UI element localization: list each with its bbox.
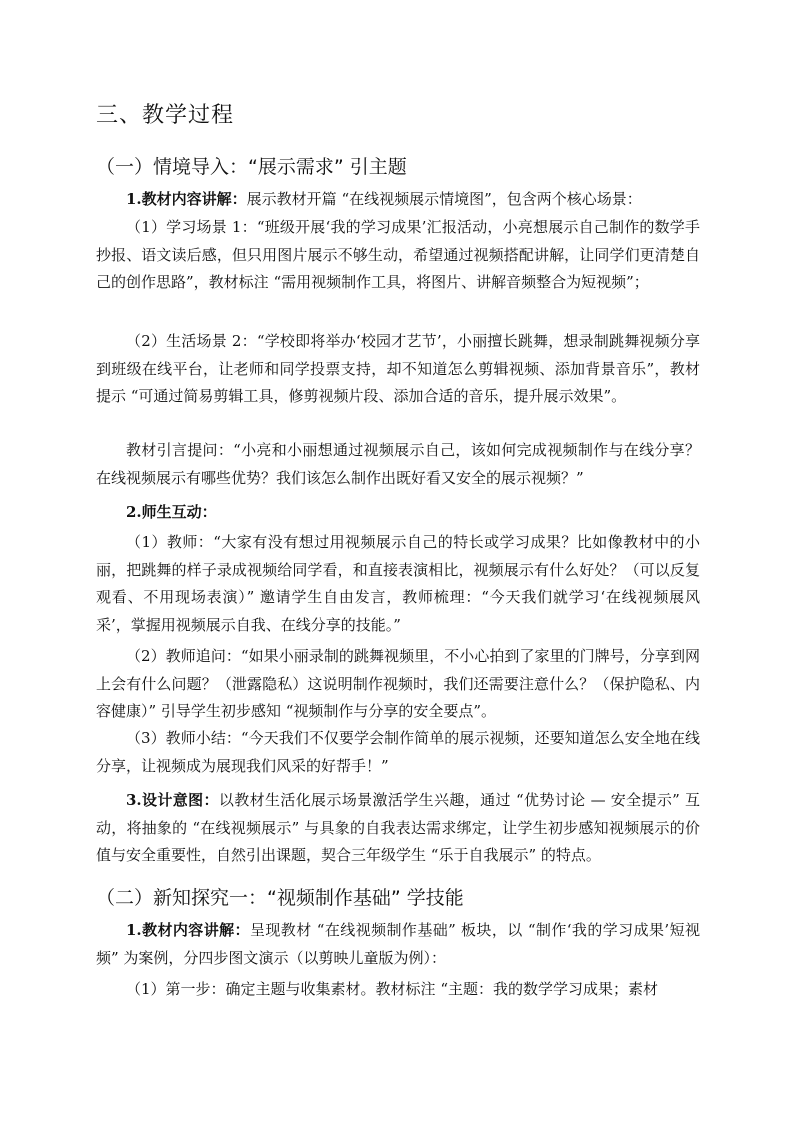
section-title: 三、教学过程 xyxy=(96,103,235,128)
paragraph-question: 教材引言提问：“小亮和小丽想通过视频展示自己，该如何完成视频制作与在线分享？在线视频展示有哪些优势？我们该怎么制作出既好看又安全的展示视频？” xyxy=(96,441,700,487)
paragraph-scene1: （1）学习场景 1：“班级开展‘我的学习成果’汇报活动，小亮想展示自己制作的数学手抄报、语文读后感，但只用图片展示不够生动，希望通过视频搭配讲解，让同学们更清楚自己的创作思路”，教材标注 “需用视频制作工具，将图片、讲解音频整合为短视频”； xyxy=(96,218,700,291)
item-label: 3.设计意图： xyxy=(126,791,219,809)
item-label: 1.教材内容讲解： xyxy=(126,921,250,939)
paragraph-step1: （1）第一步：确定主题与收集素材。教材标注 “主题：我的数学学习成果；素材 xyxy=(126,980,658,998)
paragraph: 1.教材内容讲解：呈现教材 “在线视频制作基础” 板块，以 “制作‘我的学习成果’短视频” 为案例，分四步图文演示（以剪映儿童版为例）： xyxy=(96,921,700,967)
part2-heading: （二）新知探究一：“视频制作基础” 学技能 xyxy=(96,887,464,909)
paragraph-interact2: （2）教师追问：“如果小丽录制的跳舞视频里，不小心拍到了家里的门牌号，分享到网上会有什么问题？（泄露隐私）这说明制作视频时，我们还需要注意什么？（保护隐私、内容健康）” 引导学生初步感知 “视频制作与分享的安全要点”。 xyxy=(96,647,700,720)
paragraph-scene2: （2）生活场景 2：“学校即将举办‘校园才艺节’，小丽擅长跳舞，想录制跳舞视频分享到班级在线平台，让老师和同学投票支持，却不知道怎么剪辑视频、添加背景音乐”，教材提示 “可通过简易剪辑工具，修剪视频片段、添加合适的音乐，提升展示效果”。 xyxy=(96,332,700,405)
item-label: 1.教材内容讲解： xyxy=(126,190,247,208)
paragraph-item2 xyxy=(96,499,700,527)
paragraph-interact3: （3）教师小结：“今天我们不仅要学会制作简单的展示视频，还要知道怎么安全地在线分享，让视频成为展现我们风采的好帮手！” xyxy=(96,729,700,775)
paragraph-design-intent: 3.设计意图：以教材生活化展示场景激活学生兴趣，通过 “优势讨论 — 安全提示” 互动，将抽象的 “在线视频展示” 与具象的自我表达需求绑定，让学生初步感知视频展示的价值与安全重要性，自然引出课题，契合三年级学生 “乐于自我展示” 的特点。 xyxy=(96,791,700,864)
paragraph: 1.教材内容讲解：展示教材开篇 “在线视频展示情境图”，包含两个核心场景： xyxy=(126,190,642,208)
item-label: 2.师生互动： xyxy=(126,503,217,521)
paragraph-interact1: （1）教师：“大家有没有想过用视频展示自己的特长或学习成果？比如像教材中的小丽，把跳舞的样子录成视频给同学看，和直接表演相比，视频展示有什么好处？（可以反复观看、不用现场表演）” 邀请学生自由发言，教师梳理：“今天我们就学习‘在线视频展风采’，掌握用视频展示自我、在线分享的技能。” xyxy=(96,533,700,634)
part1-heading: （一）情境导入：“展示需求” 引主题 xyxy=(96,156,407,178)
